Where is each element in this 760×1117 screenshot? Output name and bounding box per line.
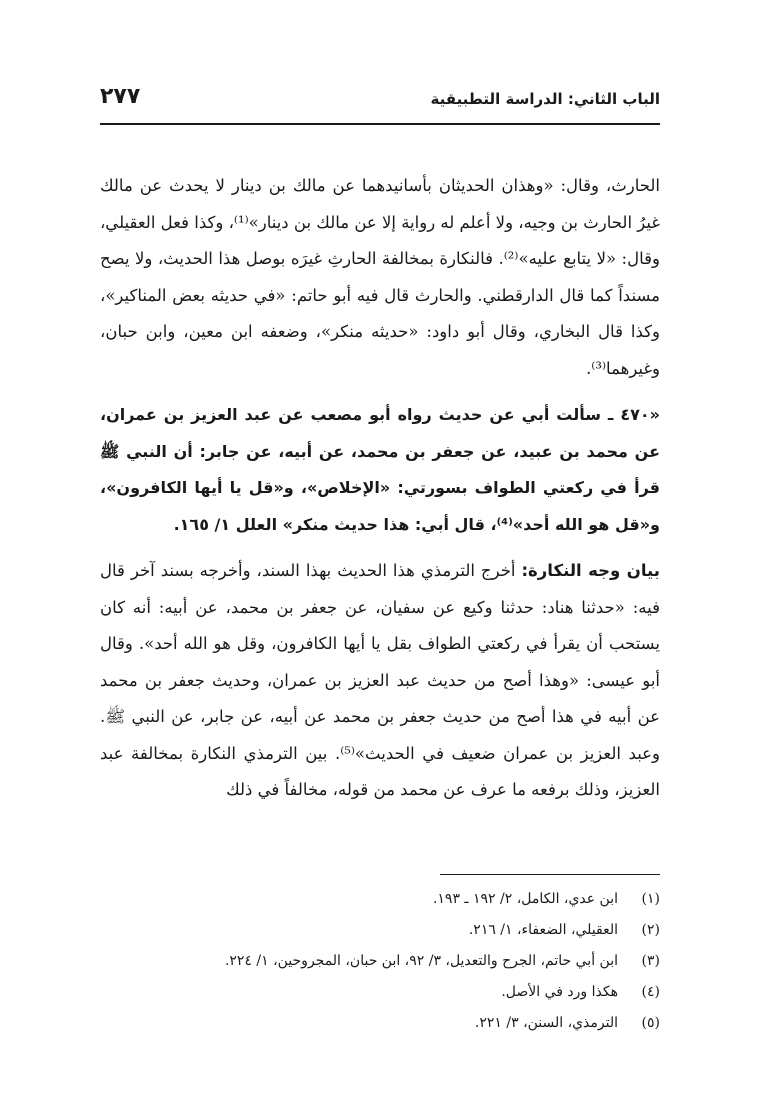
running-header	[100, 84, 660, 118]
footnote-text: ابن عدي، الكامل، ٢/ ١٩٢ ـ ١٩٣.	[432, 891, 618, 907]
paragraph-explanation	[100, 553, 660, 809]
footnote-number: (٥)	[641, 1015, 660, 1031]
footnote-text: العقيلي، الضعفاء، ١/ ٢١٦.	[468, 922, 618, 938]
footnote-item	[100, 1008, 660, 1039]
chapter-title: الباب الثاني: الدراسة التطبيقية	[430, 90, 660, 108]
footnote-number: (٢)	[641, 922, 660, 938]
footnote-number: (٣)	[641, 953, 660, 969]
paragraph-question-470: «٤٧٠ ـ سألت أبي عن حديث رواه أبو مصعب عن عبد العزيز بن عمران، عن محمد بن عبيد، عن جعفر بن محمد، عن أبيه، عن جابر: أن النبي ﷺ قرأ في ركعتي الطواف بسورتي: «الإخلاص»، و«قل يا أيها الكافرون»، و«قل هو الله أحد»⁽⁴⁾، قال أبي: هذا حديث منكر» العلل ١/ ١٦٥.	[100, 405, 660, 534]
footnote-number: (٤)	[641, 984, 660, 1000]
header-divider	[100, 123, 660, 125]
footnote-item	[100, 946, 660, 977]
footnote-item	[100, 884, 660, 915]
explanation-text: أخرج الترمذي هذا الحديث بهذا السند، وأخرجه بسند آخر قال فيه: «حدثنا هناد: حدثنا وكيع عن سفيان، عن جعفر بن محمد، عن أبيه: أنه كان يستحب أن يقرأ في ركعتي الطواف بقل يا أيها الكافرون، وقل هو الله أحد». وقال أبو عيسى: «وهذا أصح من حديث عبد العزيز بن عمران، وحديث جعفر بن محمد عن أبيه في هذا أصح من حديث جعفر بن محمد عن أبيه، عن جابر، عن النبي ﷺ. وعبد العزيز بن عمران ضعيف في الحديث»⁽⁵⁾. بين الترمذي النكارة بمخالفة عبد العزيز، وذلك برفعه ما عرف عن محمد من قوله، مخالفاً في ذلك	[100, 561, 660, 799]
footnote-text: الترمذي، السنن، ٣/ ٢٢١.	[474, 1015, 618, 1031]
paragraph-narrator-critique: الحارث، وقال: «وهذان الحديثان بأسانيدهما عن مالك بن دينار لا يحدث عن مالك غيرُ الحارث بن وجيه، ولا أعلم له رواية إلا عن مالك بن دينار»⁽¹⁾، وكذا فعل العقيلي، وقال: «لا يتابع عليه»⁽²⁾. فالنكارة بمخالفة الحارثِ غيرَه بوصل هذا الحديث، ولا يصح مسنداً كما قال الدارقطني. والحارث قال فيه أبو حاتم: «في حديثه بعض المناكير»، وكذا قال البخاري، وقال أبو داود: «حديثه منكر»، وضعفه ابن معين، وابن حبان، وغيرهما⁽³⁾.	[99, 176, 660, 378]
footnote-number: (١)	[641, 891, 660, 907]
footnote-text: هكذا ورد في الأصل.	[501, 984, 618, 1000]
main-text	[100, 168, 660, 809]
footnote-divider	[440, 874, 660, 875]
explanation-lead: بيان وجه النكارة:	[521, 561, 660, 580]
page-number: ٢٧٧	[100, 84, 141, 109]
footnote-item	[100, 977, 660, 1008]
footnote-item	[100, 915, 660, 946]
footnotes	[100, 884, 660, 1039]
footnote-text: ابن أبي حاتم، الجرح والتعديل، ٣/ ٩٢، ابن حبان، المجروحين، ١/ ٢٢٤.	[224, 953, 618, 969]
